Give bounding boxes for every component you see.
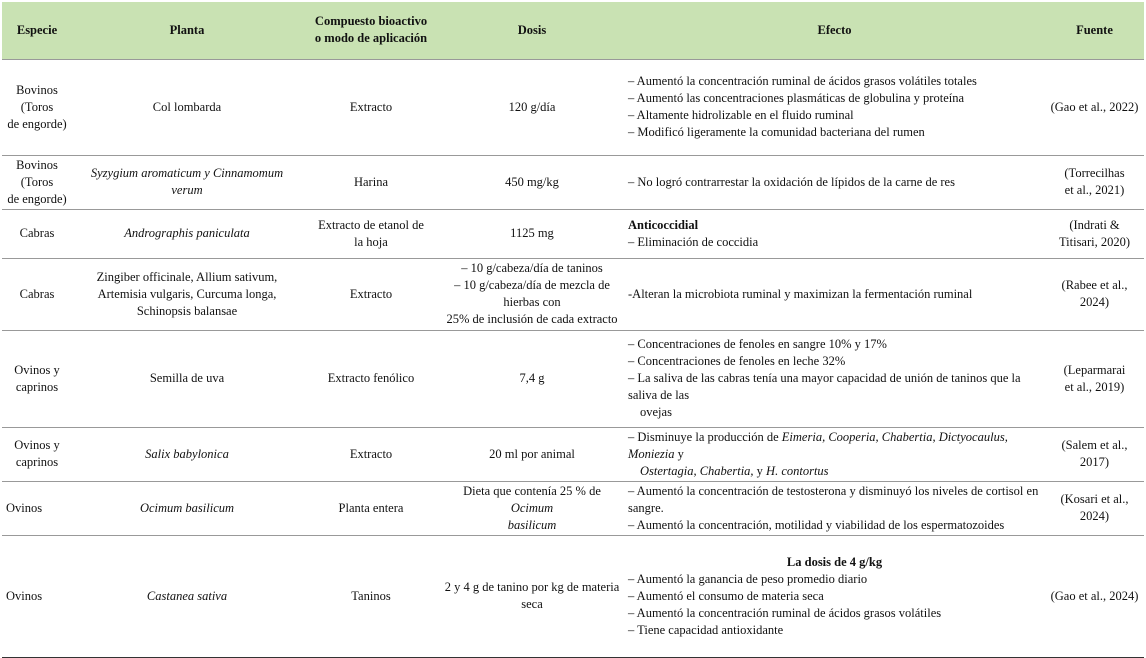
- fuente-line: 2024): [1079, 295, 1110, 309]
- fuente-line: Titisari, 2020): [1058, 234, 1131, 249]
- fuente-line: 2017): [1079, 455, 1110, 469]
- cell-fuente: [1045, 209, 1144, 258]
- cell-efecto: [624, 481, 1045, 535]
- fuente-line: (Kosari et al.,: [1060, 492, 1129, 506]
- planta-line: verum: [171, 183, 203, 197]
- cell-especie: Cabras: [2, 258, 72, 330]
- especie-line: Ovinos y: [14, 362, 60, 377]
- cell-dosis: 120 g/día: [440, 59, 624, 155]
- fuente-line: (Torrecilhas: [1064, 166, 1125, 180]
- efecto-text: y: [674, 446, 684, 461]
- efecto-line: – Concentraciones de fenoles en sangre 10% y 17%: [628, 337, 887, 351]
- header-planta: Planta: [72, 2, 302, 59]
- fuente-line: (Salem et al.,: [1061, 438, 1128, 452]
- cell-efecto: [624, 258, 1045, 330]
- planta-italic: Andrographis paniculata: [124, 226, 250, 240]
- table-row: [2, 427, 1144, 481]
- planta-italic: Salix babylonica: [145, 446, 229, 461]
- efecto-line: -Alteran la microbiota ruminal y maximizan la fermentación ruminal: [628, 286, 973, 301]
- header-compuesto-line-2: o modo de aplicación: [314, 31, 428, 46]
- fuente-line: et al., 2019): [1064, 379, 1125, 394]
- especie-line: Ovinos y: [14, 438, 60, 452]
- cell-planta: [72, 209, 302, 258]
- cell-fuente: [1045, 330, 1144, 427]
- cell-efecto: [624, 155, 1045, 209]
- cell-efecto: [624, 209, 1045, 258]
- cell-compuesto: Extracto: [302, 258, 440, 330]
- table-row: [2, 535, 1144, 657]
- cell-compuesto: Extracto: [302, 59, 440, 155]
- dosis-italic: basilicum: [507, 517, 557, 532]
- cell-dosis: [440, 258, 624, 330]
- efecto-line: – No logró contrarrestar la oxidación de lípidos de la carne de res: [628, 174, 955, 189]
- cell-compuesto: Taninos: [302, 535, 440, 657]
- cell-planta: Semilla de uva: [72, 330, 302, 427]
- table-row: [2, 59, 1144, 155]
- efecto-line: [628, 429, 1041, 463]
- cell-dosis: 7,4 g: [440, 330, 624, 427]
- efecto-line: – Aumentó las concentraciones plasmáticas de globulina y proteína: [628, 91, 965, 105]
- planta-line: Syzygium aromaticum y Cinnamomum: [90, 166, 284, 180]
- cell-dosis: 20 ml por animal: [440, 427, 624, 481]
- cell-fuente: [1045, 427, 1144, 481]
- cell-efecto: [624, 427, 1045, 481]
- efecto-line: – Concentraciones de fenoles en leche 32%: [628, 354, 846, 368]
- efecto-italic: Ostertagia, Chabertia,: [640, 463, 754, 478]
- dosis-italic: Ocimum: [510, 500, 554, 515]
- header-dosis: Dosis: [440, 2, 624, 59]
- especie-line: Bovinos (Toros: [16, 82, 58, 114]
- cell-especie: [2, 155, 72, 209]
- cell-especie: [2, 427, 72, 481]
- efecto-line: – Modificó ligeramente la comunidad bacteriana del rumen: [628, 125, 925, 139]
- cell-planta: [72, 535, 302, 657]
- efecto-line: – Aumentó el consumo de materia seca: [628, 588, 824, 603]
- efecto-heading: La dosis de 4 g/kg: [786, 554, 883, 569]
- efecto-line-continued: [628, 463, 1041, 480]
- especie-line: de engorde): [7, 116, 67, 131]
- header-efecto: Efecto: [624, 2, 1045, 59]
- efecto-line: – Altamente hidrolizable en el fluido ruminal: [628, 108, 854, 122]
- fuente-line: et al., 2021): [1064, 183, 1125, 197]
- especie-line: de engorde): [7, 191, 67, 206]
- table-row: [2, 155, 1144, 209]
- compuesto-line: Extracto de etanol de: [318, 217, 424, 232]
- dosis-text: Dieta que contenía 25 % de: [463, 483, 601, 498]
- planta-italic: Ocimum basilicum: [139, 500, 235, 515]
- planta-line: Zingiber officinale, Allium sativum,: [96, 269, 278, 284]
- efecto-line: – Aumentó la concentración de testosterona y disminuyó los niveles de cortisol en sangre.: [628, 483, 1039, 515]
- header-row: [2, 2, 1144, 59]
- cell-compuesto: Harina: [302, 155, 440, 209]
- header-fuente: Fuente: [1045, 2, 1144, 59]
- cell-planta: [72, 427, 302, 481]
- cell-efecto: [624, 330, 1045, 427]
- dosis-line: [444, 483, 620, 517]
- fuente-line: (Rabee et al.,: [1061, 278, 1128, 292]
- efecto-line: – Tiene capacidad antioxidante: [628, 622, 784, 637]
- efecto-line: – Aumentó la concentración ruminal de ácidos grasos volátiles totales: [628, 74, 977, 88]
- dosis-line: – 10 g/cabeza/día de mezcla de hierbas con: [454, 278, 610, 309]
- efecto-text: y: [753, 463, 767, 478]
- fuente-line: (Indrati &: [1069, 217, 1120, 232]
- fuente-line: (Leparmarai: [1063, 362, 1126, 377]
- table-row: [2, 481, 1144, 535]
- planta-line: Artemisia vulgaris, Curcuma longa,: [97, 286, 277, 301]
- cell-fuente: (Gao et al., 2024): [1045, 535, 1144, 657]
- especie-line: Bovinos (Toros: [16, 157, 58, 189]
- cell-dosis: 450 mg/kg: [440, 155, 624, 209]
- dosis-line: 25% de inclusión de cada extracto: [446, 312, 618, 326]
- efecto-line: – Aumentó la concentración, motilidad y viabilidad de los espermatozoides: [628, 517, 1005, 532]
- cell-fuente: [1045, 258, 1144, 330]
- efecto-line: – Aumentó la ganancia de peso promedio diario: [628, 571, 868, 586]
- compuesto-line: la hoja: [354, 234, 388, 249]
- cell-fuente: [1045, 481, 1144, 535]
- header-compuesto-line-1: Compuesto bioactivo: [314, 14, 428, 29]
- cell-dosis: 1125 mg: [440, 209, 624, 258]
- cell-efecto: [624, 59, 1045, 155]
- cell-planta: [72, 155, 302, 209]
- cell-fuente: [1045, 155, 1144, 209]
- efecto-line: – Aumentó la concentración ruminal de ácidos grasos volátiles: [628, 605, 942, 620]
- planta-line: Schinopsis balansae: [136, 303, 238, 318]
- efecto-italic: H. contortus: [766, 463, 829, 478]
- cell-especie: [2, 330, 72, 427]
- efecto-heading: Anticoccidial: [628, 217, 699, 232]
- cell-especie: Ovinos: [2, 535, 72, 657]
- cell-especie: Ovinos: [2, 481, 72, 535]
- efecto-line: – Eliminación de coccidia: [628, 234, 759, 249]
- especie-line: caprinos: [15, 455, 59, 469]
- efecto-line: – La saliva de las cabras tenía una mayor capacidad de unión de taninos que la saliva de las: [628, 371, 1021, 402]
- cell-especie: Cabras: [2, 209, 72, 258]
- especie-line: caprinos: [15, 379, 59, 394]
- header-especie: Especie: [2, 2, 72, 59]
- table-row: [2, 209, 1144, 258]
- cell-dosis: [440, 481, 624, 535]
- cell-compuesto: [302, 209, 440, 258]
- cell-planta: [72, 481, 302, 535]
- efecto-italic: Eimeria, Cooperia, Chabertia, Dictyocaulus, Moniezia: [628, 429, 1008, 461]
- cell-efecto: [624, 535, 1045, 657]
- header-compuesto: [302, 2, 440, 59]
- dosis-line: – 10 g/cabeza/día de taninos: [461, 261, 603, 275]
- planta-italic: Castanea sativa: [146, 588, 228, 603]
- efecto-text: – Disminuye la producción de: [628, 429, 782, 444]
- fuente-line: 2024): [1079, 509, 1110, 523]
- cell-planta: [72, 258, 302, 330]
- cell-planta: Col lombarda: [72, 59, 302, 155]
- cell-compuesto: Extracto: [302, 427, 440, 481]
- cell-fuente: (Gao et al., 2022): [1045, 59, 1144, 155]
- plant-compounds-table: [2, 2, 1144, 658]
- cell-compuesto: Extracto fenólico: [302, 330, 440, 427]
- efecto-line-continued: ovejas: [640, 405, 672, 419]
- table-row: [2, 258, 1144, 330]
- cell-especie: [2, 59, 72, 155]
- table-row: [2, 330, 1144, 427]
- cell-compuesto: Planta entera: [302, 481, 440, 535]
- cell-dosis: 2 y 4 g de tanino por kg de materia seca: [440, 535, 624, 657]
